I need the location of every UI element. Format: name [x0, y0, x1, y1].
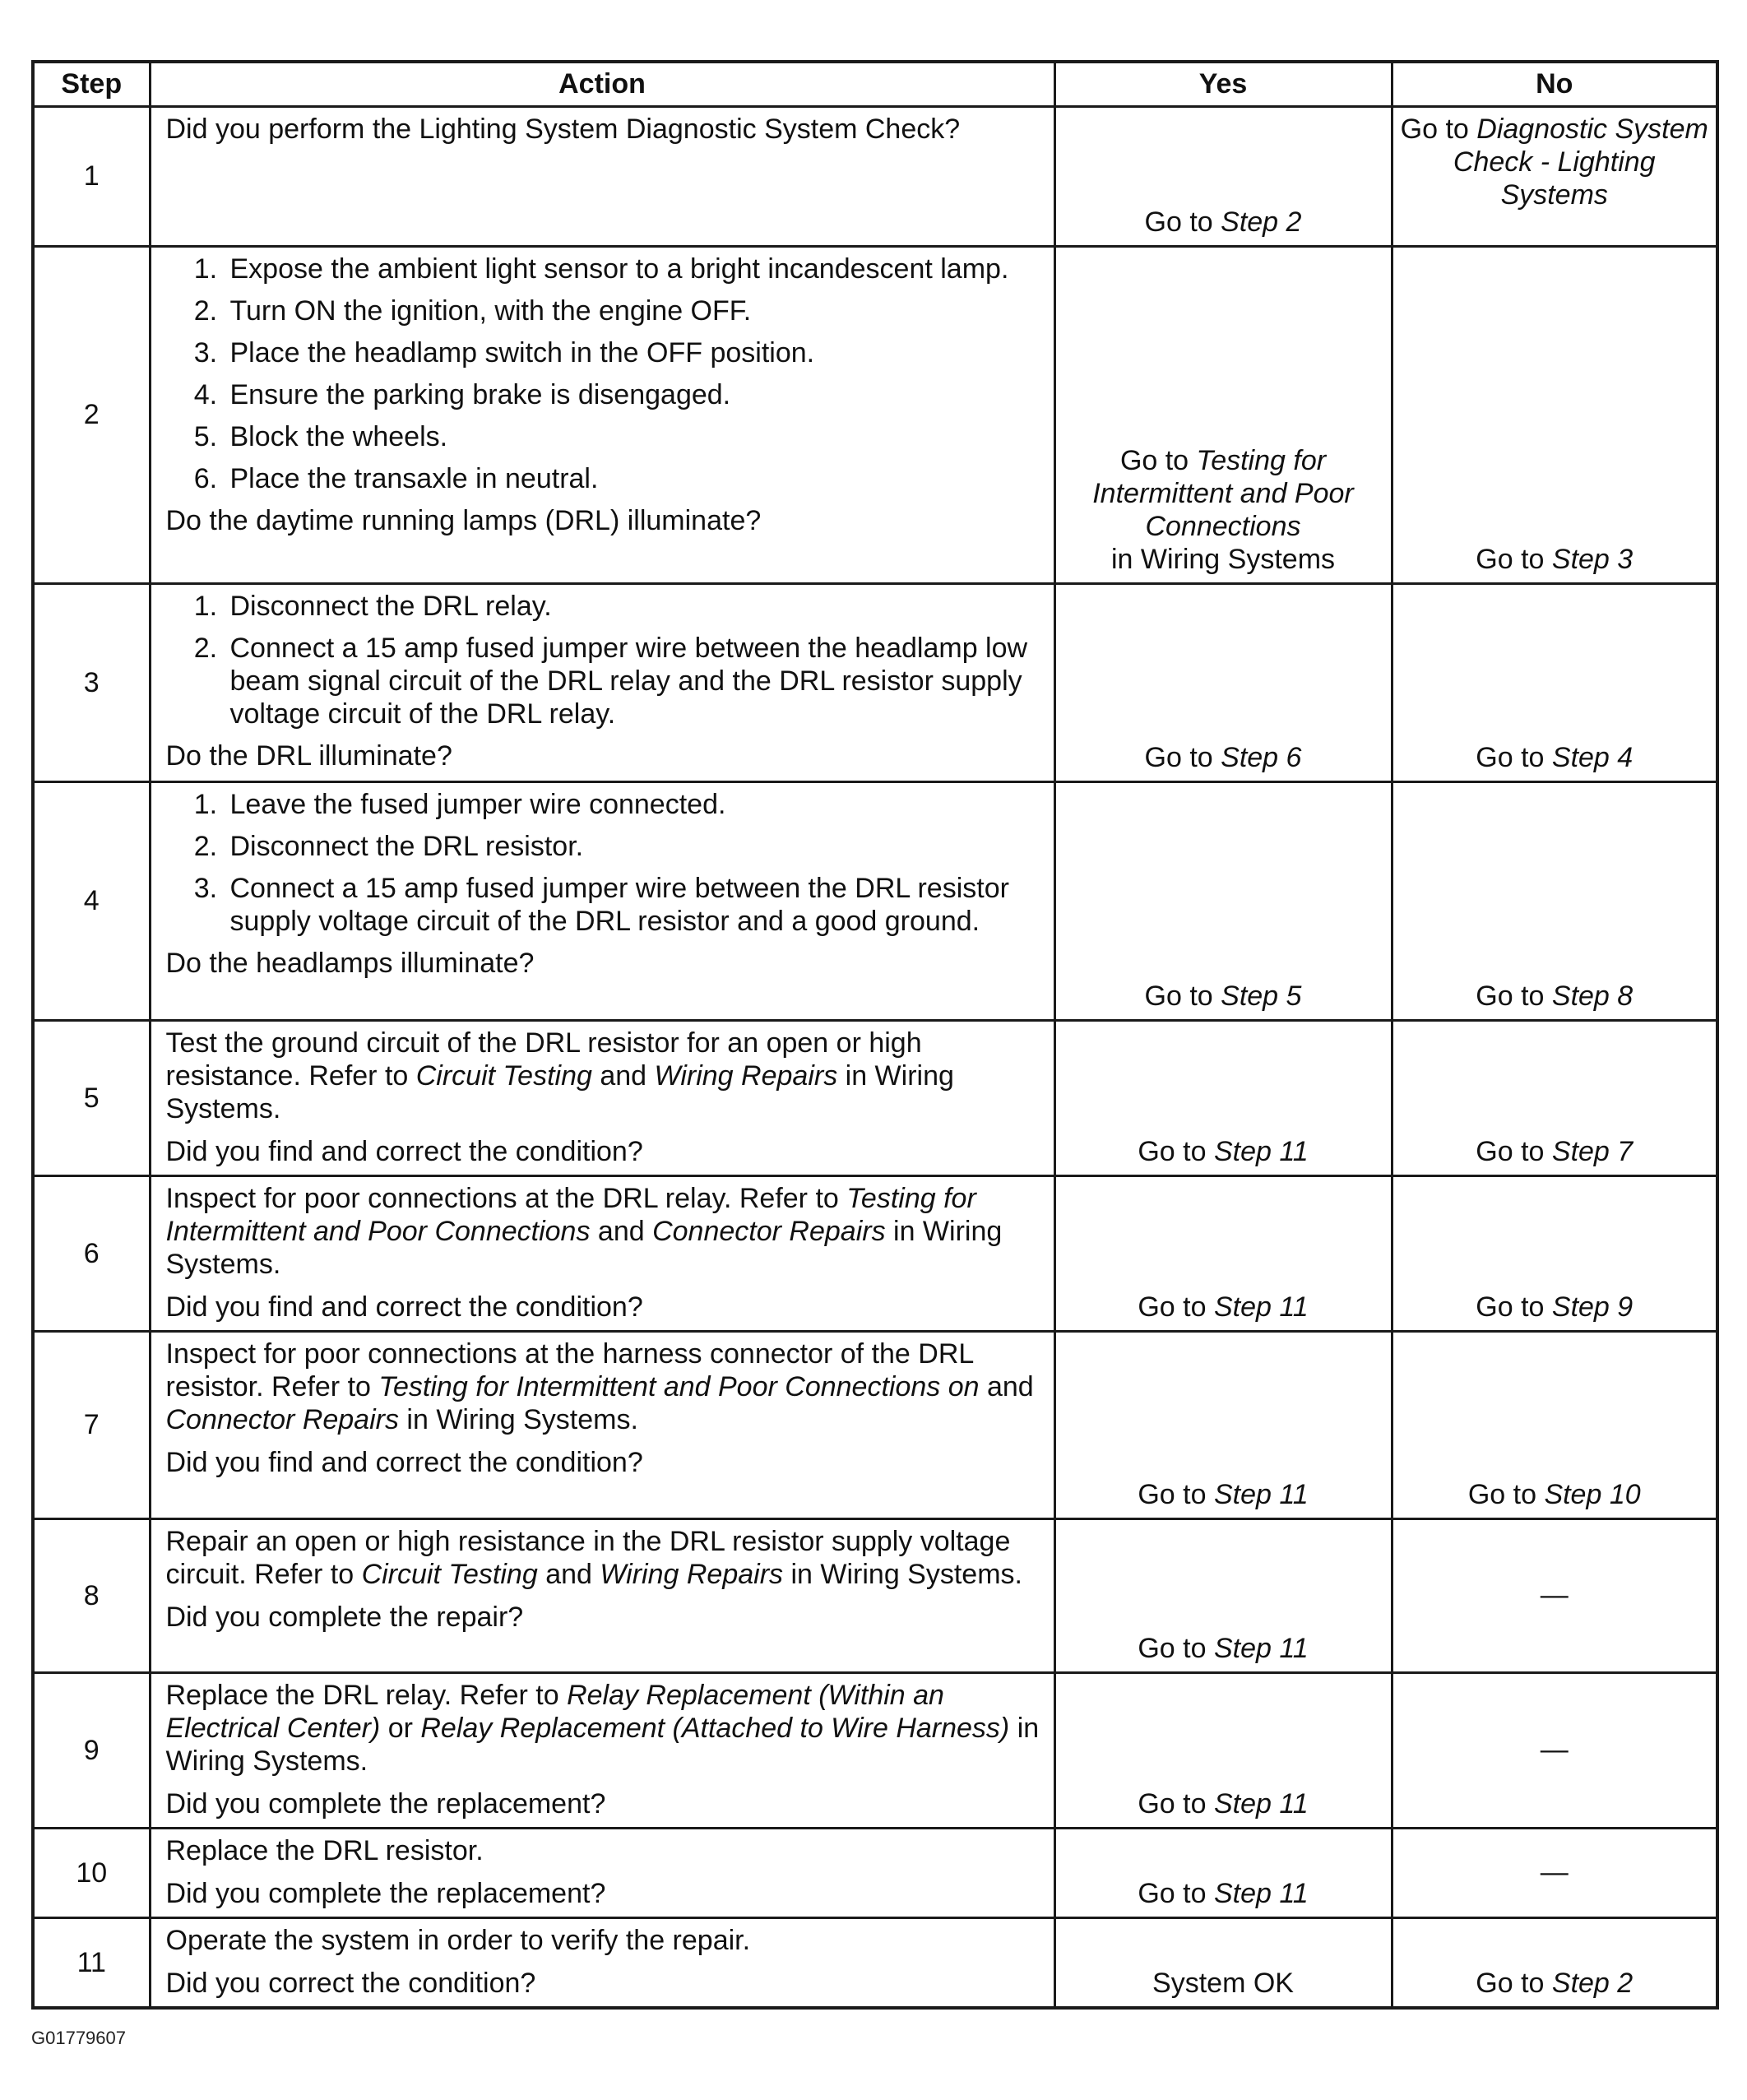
action-cell: [150, 1518, 1054, 1672]
step-number: 4: [33, 781, 150, 1020]
yes-cell: [1054, 1175, 1392, 1331]
yes-suffix: in Wiring Systems: [1110, 543, 1336, 575]
action-cell: [150, 1331, 1054, 1518]
table-row: [33, 1175, 1717, 1331]
yes-step-link[interactable]: Step 11: [1213, 1787, 1309, 1820]
no-prefix: Go to: [1476, 1291, 1552, 1323]
action-text: [166, 1525, 1040, 1591]
yes-cell: [1054, 1672, 1392, 1828]
header-yes: Yes: [1054, 62, 1392, 106]
yes-prefix: Go to: [1138, 1877, 1214, 1909]
substep-list: [166, 788, 1040, 938]
diagnostic-table: [31, 60, 1719, 2010]
action-text: [166, 1337, 1040, 1436]
action-cell: [150, 1917, 1054, 2008]
substep: 5. Block the wheels.: [225, 420, 1040, 453]
no-prefix: Go to: [1400, 113, 1477, 145]
no-cell: [1392, 1917, 1717, 2008]
yes-step-link[interactable]: Step 11: [1213, 1478, 1309, 1510]
no-cell: [1392, 106, 1717, 246]
table-row: [33, 583, 1717, 781]
yes-prefix: Go to: [1138, 1787, 1214, 1820]
substep: 6. Place the transaxle in neutral.: [225, 462, 1040, 495]
yes-cell: [1054, 583, 1392, 781]
yes-cell: System OK: [1054, 1917, 1392, 2008]
no-step-link[interactable]: Step 8: [1551, 980, 1633, 1012]
no-cell: —: [1392, 1672, 1717, 1828]
reference-link[interactable]: Wiring Repairs: [654, 1059, 838, 1092]
no-prefix: Go to: [1476, 1967, 1552, 1999]
action-cell: [150, 1020, 1054, 1175]
no-step-link[interactable]: Step 9: [1551, 1291, 1633, 1323]
no-step-link[interactable]: Step 4: [1551, 741, 1633, 773]
table-row: [33, 1672, 1717, 1828]
table-row: [33, 1917, 1717, 2008]
yes-step-link[interactable]: Step 11: [1213, 1135, 1309, 1167]
question-text: Did you correct the condition?: [165, 1967, 536, 1999]
question-text: Do the headlamps illuminate?: [165, 947, 535, 979]
no-reference-link[interactable]: Diagnostic System Check - Lighting Systems: [1453, 113, 1708, 211]
yes-cell: [1054, 1331, 1392, 1518]
action-text: Replace the DRL resistor.: [165, 1834, 484, 1866]
yes-cell: [1054, 246, 1392, 583]
table-row: [33, 1518, 1717, 1672]
no-cell: —: [1392, 1518, 1717, 1672]
no-prefix: Go to: [1476, 1135, 1552, 1167]
reference-link[interactable]: Circuit Testing: [415, 1059, 592, 1092]
no-cell: —: [1392, 1828, 1717, 1917]
reference-link[interactable]: Relay Replacement (Attached to Wire Harness): [420, 1712, 1010, 1744]
action-text: [166, 1182, 1040, 1281]
header-step: Step: [33, 62, 150, 106]
step-number: 3: [33, 583, 150, 781]
step-number: 11: [33, 1917, 150, 2008]
question-text: Did you complete the replacement?: [165, 1877, 606, 1909]
question-text: Do the daytime running lamps (DRL) illuminate?: [165, 504, 762, 536]
yes-reference-link[interactable]: Testing for Intermittent and Poor Connections: [1092, 444, 1354, 542]
reference-link[interactable]: Testing for Intermittent and Poor Connections on: [378, 1370, 980, 1402]
action-text-part: and: [537, 1558, 600, 1590]
action-text-part: and: [591, 1059, 655, 1092]
no-step-link[interactable]: Step 2: [1551, 1967, 1633, 1999]
action-text-part: in Wiring Systems.: [398, 1403, 638, 1435]
action-text-part: Replace the DRL relay. Refer to: [165, 1679, 568, 1711]
question-text: Did you find and correct the condition?: [165, 1291, 643, 1323]
question-text: Did you complete the replacement?: [165, 1787, 606, 1820]
step-number: 6: [33, 1175, 150, 1331]
reference-link[interactable]: Circuit Testing: [361, 1558, 538, 1590]
reference-link[interactable]: Wiring Repairs: [600, 1558, 784, 1590]
yes-step-link[interactable]: Step 11: [1213, 1877, 1309, 1909]
yes-step-link[interactable]: Step 11: [1213, 1632, 1309, 1664]
table-row: [33, 246, 1717, 583]
question-text: Did you find and correct the condition?: [165, 1135, 643, 1167]
yes-prefix: Go to: [1144, 206, 1221, 238]
action-text-part: or: [380, 1712, 421, 1744]
step-number: 10: [33, 1828, 150, 1917]
yes-prefix: Go to: [1144, 980, 1221, 1012]
no-cell: [1392, 583, 1717, 781]
reference-link[interactable]: Relay Replacement (Within an Electrical Center): [165, 1679, 944, 1744]
yes-cell: [1054, 1020, 1392, 1175]
question-text: Do the DRL illuminate?: [165, 739, 452, 772]
no-cell: [1392, 246, 1717, 583]
step-number: 5: [33, 1020, 150, 1175]
action-text-part: in Wiring Systems.: [165, 1059, 954, 1124]
action-text: [166, 1027, 1040, 1125]
substep: 1. Expose the ambient light sensor to a bright incandescent lamp.: [225, 253, 1040, 285]
action-text-part: in Wiring Systems.: [165, 1712, 1040, 1777]
yes-prefix: Go to: [1138, 1478, 1214, 1510]
table-row: [33, 1828, 1717, 1917]
action-text-part: Inspect for poor connections at the harness connector of the DRL resistor. Refer to: [165, 1337, 974, 1402]
no-prefix: Go to: [1476, 980, 1552, 1012]
substep: 2. Turn ON the ignition, with the engine OFF.: [225, 294, 1040, 327]
yes-step-link[interactable]: Step 6: [1221, 741, 1302, 773]
table-row: [33, 781, 1717, 1020]
action-text: [166, 1679, 1040, 1778]
yes-prefix: Go to: [1119, 444, 1197, 476]
action-text-part: and: [590, 1215, 653, 1247]
yes-prefix: Go to: [1138, 1632, 1214, 1664]
substep: 1. Disconnect the DRL relay.: [225, 590, 1040, 623]
action-cell: [150, 1828, 1054, 1917]
yes-step-link[interactable]: Step 11: [1213, 1291, 1309, 1323]
no-cell: [1392, 1020, 1717, 1175]
yes-prefix: Go to: [1138, 1135, 1214, 1167]
yes-prefix: Go to: [1144, 741, 1221, 773]
no-step-link[interactable]: Step 10: [1544, 1478, 1641, 1510]
substep: 2. Disconnect the DRL resistor.: [225, 830, 1040, 863]
no-cell: [1392, 1331, 1717, 1518]
action-text-part: and: [979, 1370, 1034, 1402]
action-text-part: Repair an open or high resistance in the DRL resistor supply voltage circuit. Refer to: [165, 1525, 1011, 1590]
substep-list: [166, 253, 1040, 495]
action-text-part: Inspect for poor connections at the DRL relay. Refer to: [165, 1182, 847, 1214]
yes-cell: [1054, 1518, 1392, 1672]
table-row: [33, 1020, 1717, 1175]
no-prefix: Go to: [1476, 543, 1552, 575]
header-action: Action: [150, 62, 1054, 106]
question-text: Did you find and correct the condition?: [165, 1446, 643, 1478]
step-number: 9: [33, 1672, 150, 1828]
table-row: [33, 106, 1717, 246]
reference-link[interactable]: Testing for Intermittent and Poor Connections: [165, 1182, 976, 1247]
yes-prefix: Go to: [1138, 1291, 1214, 1323]
reference-link[interactable]: Connector Repairs: [165, 1403, 399, 1435]
action-cell: [150, 781, 1054, 1020]
no-step-link[interactable]: Step 3: [1551, 543, 1633, 575]
question-text: Did you complete the repair?: [165, 1601, 524, 1633]
step-number: 8: [33, 1518, 150, 1672]
action-text-part: Test the ground circuit of the DRL resistor for an open or high resistance. Refer to: [165, 1027, 922, 1092]
substep: 4. Ensure the parking brake is disengaged.: [225, 378, 1040, 411]
table-row: [33, 1331, 1717, 1518]
action-text-part: in Wiring Systems.: [783, 1558, 1022, 1590]
action-cell: [150, 583, 1054, 781]
yes-step-link[interactable]: Step 2: [1221, 206, 1302, 238]
header-row: [33, 62, 1717, 106]
no-step-link[interactable]: Step 7: [1551, 1135, 1633, 1167]
step-number: 2: [33, 246, 150, 583]
no-cell: [1392, 781, 1717, 1020]
substep: 3. Connect a 15 amp fused jumper wire between the DRL resistor supply voltage circuit of the DRL resistor and a good ground.: [225, 872, 1040, 938]
substep: 1. Leave the fused jumper wire connected.: [225, 788, 1040, 821]
action-text: Did you perform the Lighting System Diagnostic System Check?: [165, 113, 961, 145]
action-text: Operate the system in order to verify the repair.: [165, 1924, 751, 1956]
yes-cell: [1054, 106, 1392, 246]
step-number: 1: [33, 106, 150, 246]
action-cell: [150, 1175, 1054, 1331]
substep: 2. Connect a 15 amp fused jumper wire between the headlamp low beam signal circuit of the DRL relay and the DRL resistor supply voltage circuit of the DRL relay.: [225, 632, 1040, 730]
yes-cell: [1054, 1828, 1392, 1917]
substep-list: [166, 590, 1040, 730]
yes-cell: [1054, 781, 1392, 1020]
action-cell: [150, 106, 1054, 246]
header-no: No: [1392, 62, 1717, 106]
no-prefix: Go to: [1467, 1478, 1545, 1510]
substep: 3. Place the headlamp switch in the OFF position.: [225, 336, 1040, 369]
yes-step-link[interactable]: Step 5: [1221, 980, 1302, 1012]
action-text-part: in Wiring Systems.: [165, 1215, 1003, 1280]
no-prefix: Go to: [1476, 741, 1552, 773]
action-cell: [150, 246, 1054, 583]
no-cell: [1392, 1175, 1717, 1331]
figure-id: G01779607: [31, 2028, 126, 2048]
step-number: 7: [33, 1331, 150, 1518]
reference-link[interactable]: Connector Repairs: [652, 1215, 886, 1247]
action-cell: [150, 1672, 1054, 1828]
